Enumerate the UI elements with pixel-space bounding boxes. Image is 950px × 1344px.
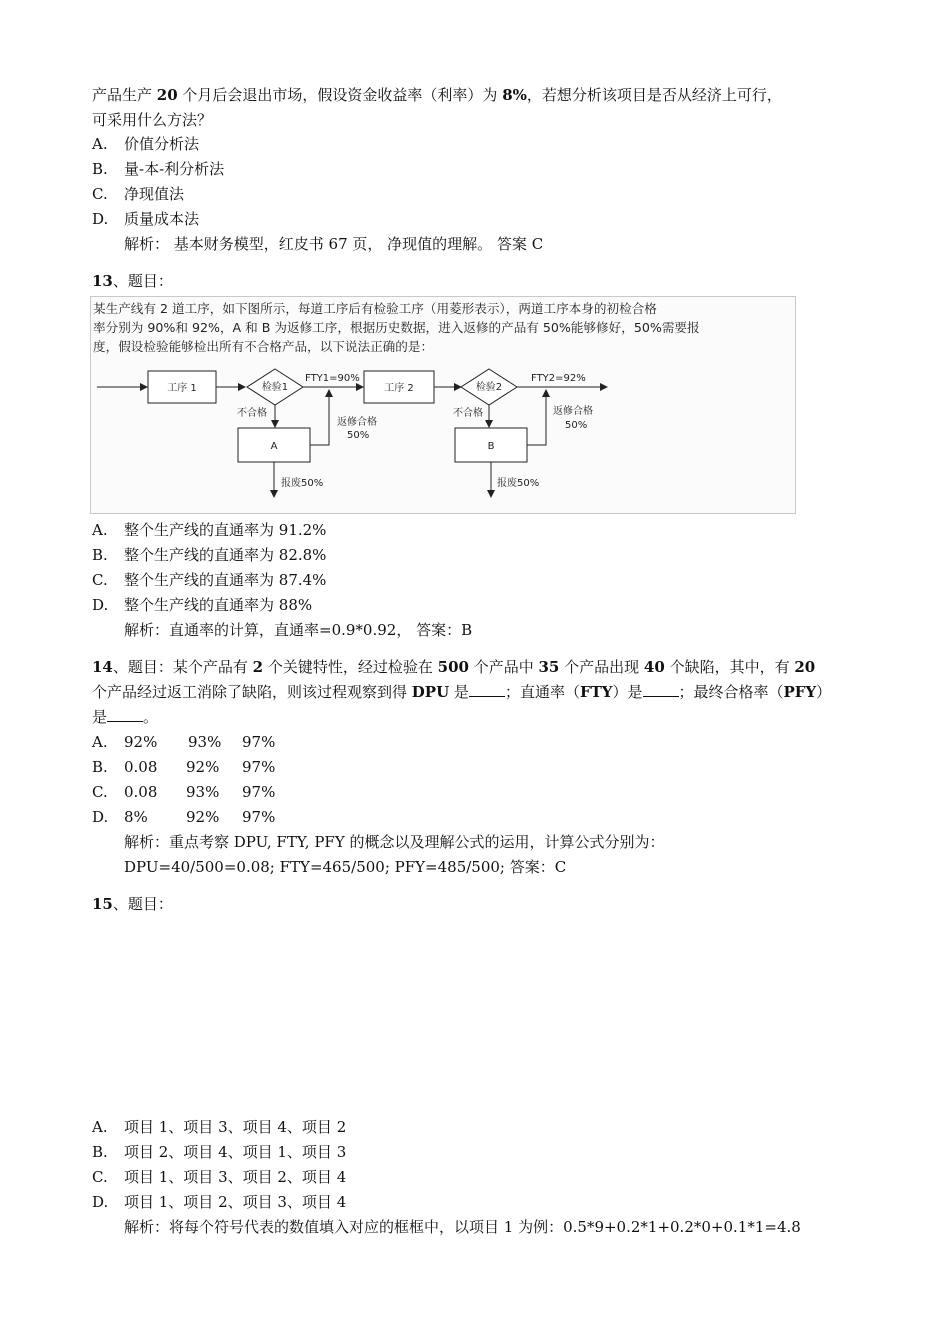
q13-figure [90, 296, 796, 514]
option-label: B. [92, 1143, 108, 1161]
q13-option-d [92, 595, 312, 615]
option-value: 97% [242, 808, 276, 826]
q14-stem-text: ）是 [612, 683, 643, 701]
q15-number: 15 [92, 895, 113, 913]
q13-analysis: 解析：直通率的计算，直通率=0.9*0.92， 答案：B [124, 621, 473, 639]
option-text: 整个生产线的直通率为 82.8% [124, 546, 327, 564]
q14-option-c [92, 782, 275, 802]
reject-2-label: 不合格 [453, 408, 483, 419]
q13-option-c [92, 570, 326, 590]
flowchart [91, 297, 795, 513]
option-label: D. [92, 1193, 109, 1211]
q14-option-a [92, 732, 275, 752]
check-1-label: 检验1 [261, 382, 289, 393]
q12-stem-rate: 8% [502, 86, 527, 104]
option-text: 价值分析法 [124, 135, 200, 153]
q14-stem-line-3 [92, 707, 158, 727]
option-value: 8% [124, 808, 148, 826]
option-label: A. [92, 1118, 108, 1136]
option-text: 整个生产线的直通率为 88% [124, 596, 313, 614]
fty2-label: FTY2=92% [531, 373, 586, 384]
option-label: B. [92, 758, 108, 776]
option-value: 93% [188, 733, 222, 751]
option-label: B. [92, 546, 108, 564]
q14-term-dpu: DPU [411, 683, 450, 701]
q14-stem-number: 35 [538, 658, 560, 676]
q14-stem-number: 40 [643, 658, 665, 676]
rework-return-arrow [310, 390, 329, 445]
option-value: 0.08 [124, 783, 158, 801]
q14-stem-text: 个缺陷，其中，有 [664, 658, 795, 676]
q14-number: 14 [92, 658, 113, 676]
q12-stem-line-1 [92, 85, 782, 105]
option-text: 整个生产线的直通率为 87.4% [124, 571, 327, 589]
q12-stem-line-2: 可采用什么方法？ [92, 111, 213, 129]
option-value: 92% [124, 733, 158, 751]
q14-stem-text: ；直通率（ [504, 683, 580, 701]
q14-stem-line-1 [92, 657, 815, 677]
q15-option-c [92, 1167, 346, 1187]
q13-title: 、题目： [112, 272, 173, 290]
option-value: 97% [242, 733, 276, 751]
q12-option-c [92, 184, 184, 204]
option-label: A. [92, 733, 108, 751]
q12-stem-number: 20 [156, 86, 178, 104]
q15-option-a [92, 1117, 346, 1137]
q14-stem-text: 个关键特性，经过检验在 [263, 658, 438, 676]
q13-option-a [92, 520, 326, 540]
option-label: A. [92, 521, 108, 539]
q14-stem-number: 20 [794, 658, 816, 676]
q15-option-d [92, 1192, 346, 1212]
q12-stem-text: 个月后会退出市场，假设资金收益率（利率）为 [177, 86, 503, 104]
q15-heading [92, 894, 173, 914]
q13-option-b [92, 545, 326, 565]
rework-b-label: B [487, 441, 495, 452]
rework-1-label: 返修合格 [337, 417, 377, 428]
q13-number: 13 [92, 272, 113, 290]
option-text: 质量成本法 [124, 210, 200, 228]
option-text: 项目 2、项目 4、项目 1、项目 3 [124, 1143, 347, 1161]
q13-heading [92, 271, 173, 291]
q12-analysis: 解析： 基本财务模型，红皮书 67 页， 净现值的理解。 答案 C [124, 235, 544, 253]
option-value: 97% [242, 758, 276, 776]
q14-stem-text: 个产品中 [468, 658, 539, 676]
q14-stem-text: ；最终合格率（ [678, 683, 784, 701]
rework-return-arrow [527, 390, 546, 445]
option-text: 项目 1、项目 2、项目 3、项目 4 [124, 1193, 347, 1211]
answer-blank [643, 682, 679, 697]
reject-1-label: 不合格 [237, 408, 267, 419]
q14-stem-text: 。 [143, 708, 159, 726]
q12-option-d [92, 209, 199, 229]
q14-term-fty: FTY [579, 683, 613, 701]
option-text: 量-本-利分析法 [124, 160, 225, 178]
q14-stem-text: 个产品经过返工消除了缺陷，则该过程观察到得 [92, 683, 412, 701]
option-label: C. [92, 1168, 108, 1186]
fty1-label: FTY1=90% [305, 373, 360, 384]
option-text: 项目 1、项目 3、项目 2、项目 4 [124, 1168, 347, 1186]
q14-stem-text: 是 [92, 708, 108, 726]
process-1-label: 工序 1 [167, 383, 197, 394]
q14-term-pfy: PFY [783, 683, 817, 701]
check-2-label: 检验2 [475, 382, 503, 393]
option-label: A. [92, 135, 108, 153]
process-2-label: 工序 2 [384, 383, 414, 394]
option-text: 项目 1、项目 3、项目 4、项目 2 [124, 1118, 347, 1136]
q14-analysis-line-1: 解析：重点考察 DPU, FTY, PFY 的概念以及理解公式的运用，计算公式分别为： [124, 833, 665, 851]
q14-stem-text: 是 [449, 683, 469, 701]
q14-stem-text: 、题目：某个产品有 [112, 658, 253, 676]
rework-2-label: 返修合格 [553, 406, 593, 417]
option-label: D. [92, 210, 109, 228]
q14-stem-text: 个产品出现 [559, 658, 644, 676]
rework-a-label: A [270, 441, 278, 452]
option-label: D. [92, 596, 109, 614]
rework-1-rate: 50% [347, 430, 370, 441]
option-label: B. [92, 160, 108, 178]
answer-blank [469, 682, 505, 697]
option-label: C. [92, 571, 108, 589]
option-label: C. [92, 185, 108, 203]
q12-option-a [92, 134, 199, 154]
figure-text-line-1: 某生产线有 2 道工序，如下图所示，每道工序后有检验工序（用菱形表示），两道工序本身的初检合格 [93, 301, 657, 316]
q12-stem-text: ，若想分析该项目是否从经济上可行， [526, 86, 782, 104]
q12-option-b [92, 159, 224, 179]
q15-title: 、题目： [112, 895, 173, 913]
q15-option-b [92, 1142, 346, 1162]
option-value: 92% [186, 758, 220, 776]
q14-stem-number: 2 [252, 658, 264, 676]
q14-option-b [92, 757, 275, 777]
scrap-1-label: 报废50% [281, 478, 324, 489]
option-text: 净现值法 [124, 185, 185, 203]
q14-analysis-line-2: DPU=40/500=0.08; FTY=465/500; PFY=485/500; 答案：C [124, 858, 567, 876]
scrap-2-label: 报废50% [497, 478, 540, 489]
option-value: 92% [186, 808, 220, 826]
option-value: 97% [242, 783, 276, 801]
q12-stem-text: 产品生产 [92, 86, 157, 104]
q14-stem-line-2 [92, 682, 831, 702]
option-label: C. [92, 783, 108, 801]
q14-stem-text: ） [816, 683, 832, 701]
option-text: 整个生产线的直通率为 91.2% [124, 521, 327, 539]
rework-2-rate: 50% [565, 420, 588, 431]
q14-option-d [92, 807, 275, 827]
figure-text-line-3: 度，假设检验能够检出所有不合格产品，以下说法正确的是： [93, 339, 434, 354]
option-value: 0.08 [124, 758, 158, 776]
option-value: 93% [186, 783, 220, 801]
option-label: D. [92, 808, 109, 826]
q15-analysis: 解析：将每个符号代表的数值填入对应的框框中，以项目 1 为例：0.5*9+0.2*1+0.2*0+0.1*1=4.8 [124, 1218, 801, 1236]
answer-blank [107, 707, 143, 722]
figure-text-line-2: 率分别为 90%和 92%，A 和 B 为返修工序，根据历史数据，进入返修的产品有 50%能够修好，50%需要报 [93, 320, 700, 335]
q14-stem-number: 500 [437, 658, 469, 676]
